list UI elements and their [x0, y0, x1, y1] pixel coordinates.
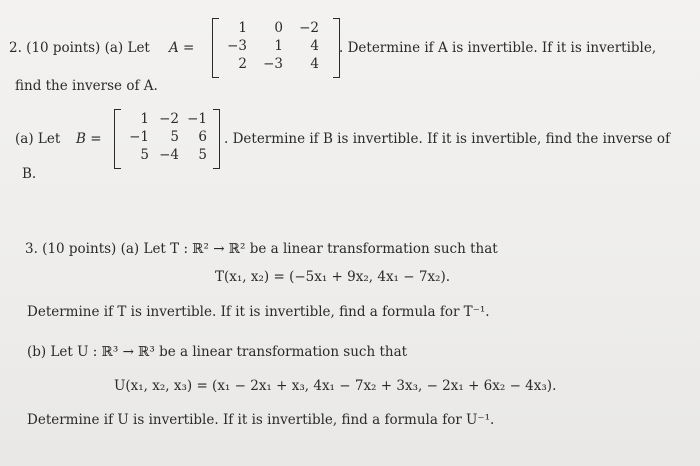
problem2b-question-end: B.: [22, 166, 37, 182]
matrix-b-cell: −4: [159, 147, 179, 163]
problem2-intro: 2. (10 points) (a) Let: [9, 40, 150, 56]
problem3a-question: Determine if T is invertible. If it is invertible, find a formula for T⁻¹.: [27, 304, 490, 320]
matrix-a-cells: [222, 20, 330, 74]
problem3b-question: Determine if U is invertible. If it is invertible, find a formula for U⁻¹.: [27, 412, 495, 428]
matrix-a-cell: −3: [263, 56, 283, 72]
matrix-b-cell: 1: [140, 111, 149, 127]
matrix-b-cell: −2: [159, 111, 179, 127]
matrix-a-cell: −3: [227, 38, 247, 54]
matrix-b-cell: −1: [129, 129, 149, 145]
matrix-b-label: B =: [76, 131, 102, 147]
matrix-b-cells: [124, 111, 210, 165]
matrix-b-cell: −1: [187, 111, 207, 127]
matrix-b-right-bracket: [213, 109, 220, 169]
problem2b-intro: (a) Let: [15, 131, 61, 147]
problem3b-intro: (b) Let U : ℝ³ → ℝ³ be a linear transformation such that: [27, 344, 408, 360]
matrix-a-cell: 1: [238, 20, 247, 36]
matrix-a-cell: 1: [274, 38, 283, 54]
matrix-b-cell: 6: [198, 129, 207, 145]
problem2b-question: . Determine if B is invertible. If it is invertible, find the inverse of: [224, 131, 671, 147]
matrix-b-cell: 5: [170, 129, 179, 145]
problem2a-question: . Determine if A is invertible. If it is invertible,: [339, 40, 657, 56]
matrix-b-cell: 5: [140, 147, 149, 163]
matrix-b-cell: 5: [198, 147, 207, 163]
matrix-b-left-bracket: [114, 109, 121, 169]
matrix-a-left-bracket: [212, 18, 219, 78]
problem2a-question-end: find the inverse of A.: [15, 78, 158, 94]
matrix-a-cell: 2: [238, 56, 247, 72]
matrix-b: [114, 109, 220, 169]
matrix-a: [212, 18, 340, 78]
matrix-a-cell: −2: [299, 20, 319, 36]
matrix-a-label: A =: [169, 40, 195, 56]
matrix-a-cell: 4: [310, 38, 319, 54]
problem3-intro: 3. (10 points) (a) Let T : ℝ² → ℝ² be a linear transformation such that: [25, 241, 498, 257]
u-formula: U(x₁, x₂, x₃) = (x₁ − 2x₁ + x₃, 4x₁ − 7x₂ + 3x₃, − 2x₁ + 6x₂ − 4x₃).: [114, 378, 557, 394]
t-formula: T(x₁, x₂) = (−5x₁ + 9x₂, 4x₁ − 7x₂).: [215, 269, 451, 285]
matrix-a-cell: 4: [310, 56, 319, 72]
matrix-a-cell: 0: [274, 20, 283, 36]
